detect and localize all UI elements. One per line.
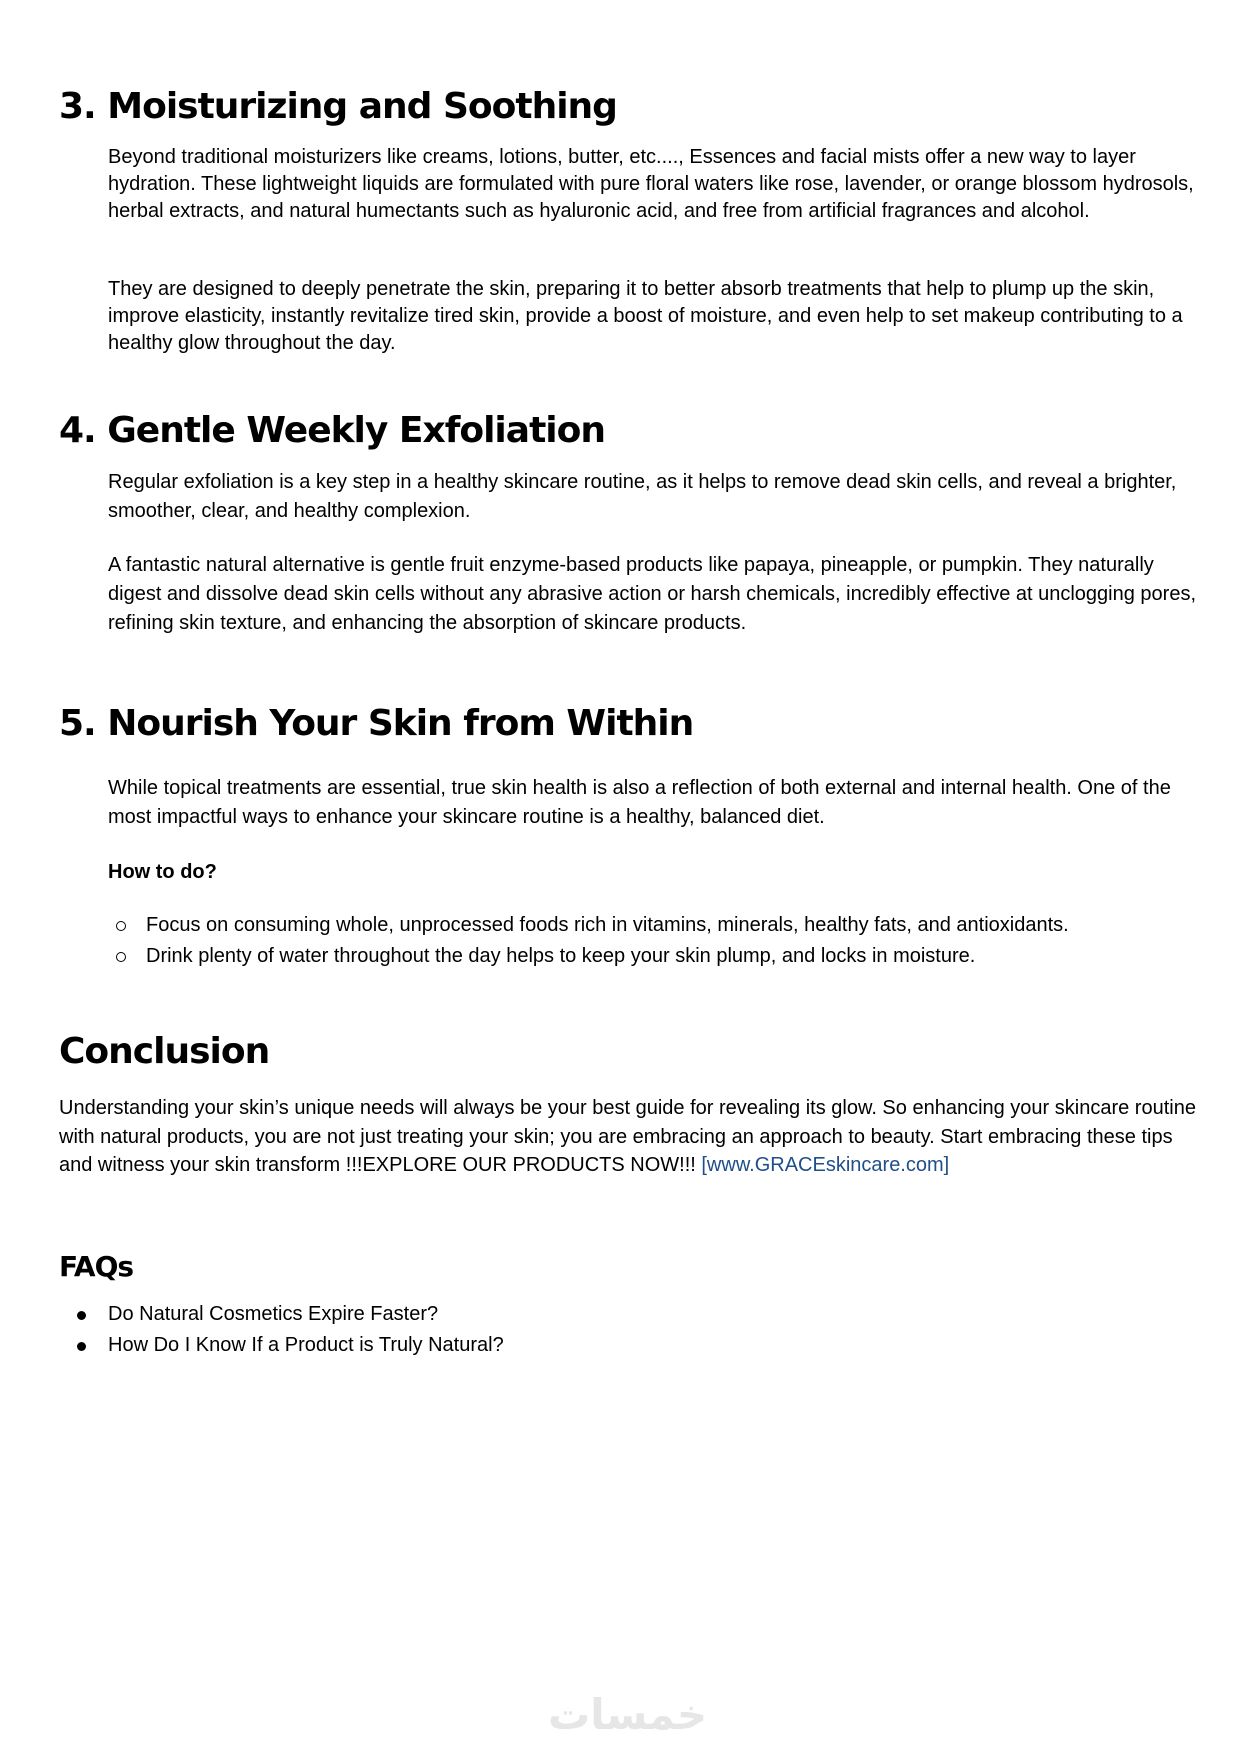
section-5-heading: 5. Nourish Your Skin from Within (59, 703, 694, 744)
faq-item: How Do I Know If a Product is Truly Natural? (70, 1330, 504, 1361)
watermark-logo: خمسات (548, 1690, 708, 1739)
conclusion-heading: Conclusion (59, 1031, 270, 1072)
section-4-paragraph-2: A fantastic natural alternative is gentle fruit enzyme-based products like papaya, pineapple, or pumpkin. They naturally digest and dissolve dead skin cells without any abrasive action or harsh chemicals, incredibly effective at unclogging pores, refining skin texture, and enhancing the absorption of skincare products. (108, 554, 1197, 634)
section-3-heading: 3. Moisturizing and Soothing (59, 86, 617, 127)
section-4-heading: 4. Gentle Weekly Exfoliation (59, 410, 605, 451)
section-3-paragraph-1: Beyond traditional moisturizers like creams, lotions, butter, etc...., Essences and facial mists offer a new way to layer hydration. These lightweight liquids are formulated with pure floral waters like rose, lavender, or orange blossom hydrosols, herbal extracts, and natural humectants such as hyaluronic acid, and free from artificial fragrances and alcohol. (108, 146, 1194, 222)
conclusion-paragraph (59, 1094, 1199, 1180)
website-link[interactable]: [www.GRACEskincare.com] (701, 1154, 950, 1176)
conclusion-text: Understanding your skin’s unique needs will always be your best guide for revealing its glow. So enhancing your skincare routine with natural products, you are not just treating your skin; you are embracing an approach to beauty. Start embracing these tips and witness your skin transform !!!EXPLORE OUR PRODUCTS NOW!!! (59, 1097, 1196, 1176)
faqs-list (70, 1299, 504, 1361)
list-item: Focus on consuming whole, unprocessed foods rich in vitamins, minerals, healthy fats, and antioxidants. (108, 910, 1069, 941)
how-to-do-label: How to do? (108, 861, 217, 883)
faqs-heading: FAQs (59, 1250, 134, 1283)
section-3-paragraph-2: They are designed to deeply penetrate the skin, preparing it to better absorb treatments that help to plump up the skin, improve elasticity, instantly revitalize tired skin, provide a boost of moisture, and even help to set makeup contributing to a healthy glow throughout the day. (108, 278, 1183, 354)
section-4-paragraph-1: Regular exfoliation is a key step in a healthy skincare routine, as it helps to remove dead skin cells, and reveal a brighter, smoother, clear, and healthy complexion. (108, 471, 1177, 522)
faq-item: Do Natural Cosmetics Expire Faster? (70, 1299, 504, 1330)
how-to-do-subheading (108, 859, 1198, 886)
how-to-list (108, 910, 1069, 972)
list-item: Drink plenty of water throughout the day helps to keep your skin plump, and locks in moisture. (108, 941, 1069, 972)
section-5-paragraph: While topical treatments are essential, true skin health is also a reflection of both external and internal health. One of the most impactful ways to enhance your skincare routine is a healthy, balanced diet. (108, 777, 1171, 828)
